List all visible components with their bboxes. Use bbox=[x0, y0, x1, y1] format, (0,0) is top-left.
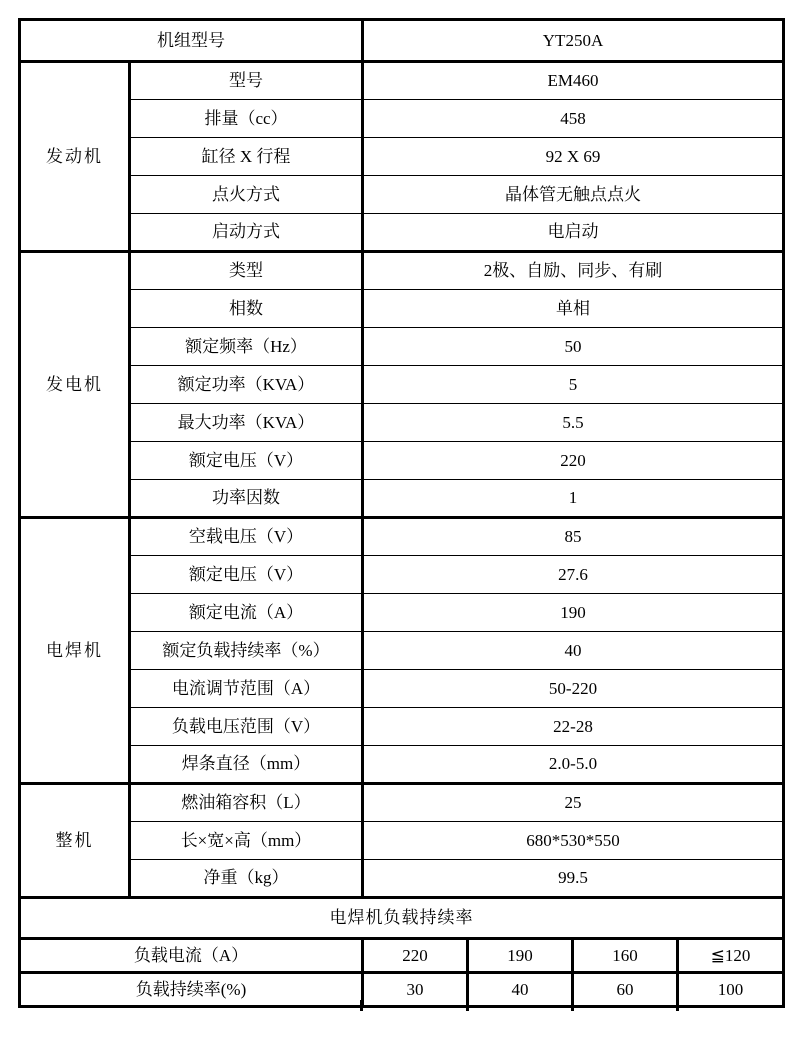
spec-label: 负载电压范围（V） bbox=[130, 708, 363, 746]
category-cell-generator: 发电机 bbox=[20, 252, 130, 518]
spec-value: 220 bbox=[363, 442, 784, 480]
spec-label: 启动方式 bbox=[130, 214, 363, 252]
category-cell-engine: 发动机 bbox=[20, 62, 130, 252]
spec-label: 额定频率（Hz） bbox=[130, 328, 363, 366]
spec-value: 1 bbox=[363, 480, 784, 518]
spec-value: 5.5 bbox=[363, 404, 784, 442]
category-cell-welder: 电焊机 bbox=[20, 518, 130, 784]
duty-label: 负载持续率(%) bbox=[20, 973, 363, 1007]
category-cell-overall: 整机 bbox=[20, 784, 130, 898]
duty-value: 190 bbox=[468, 939, 573, 973]
spec-label: 排量（cc） bbox=[130, 100, 363, 138]
spec-value: 5 bbox=[363, 366, 784, 404]
spec-value: 50 bbox=[363, 328, 784, 366]
spec-label: 额定电流（A） bbox=[130, 594, 363, 632]
spec-value: 22-28 bbox=[363, 708, 784, 746]
scan-artifact-stub bbox=[571, 1000, 574, 1011]
scan-artifact-stub bbox=[676, 1000, 679, 1011]
scan-artifact-stub bbox=[466, 1000, 469, 1011]
duty-value: ≦120 bbox=[678, 939, 784, 973]
spec-value: 2.0-5.0 bbox=[363, 746, 784, 784]
spec-value: 92 X 69 bbox=[363, 138, 784, 176]
spec-label: 额定电压（V） bbox=[130, 442, 363, 480]
spec-label: 燃油箱容积（L） bbox=[130, 784, 363, 822]
spec-label: 额定电压（V） bbox=[130, 556, 363, 594]
spec-value: 680*530*550 bbox=[363, 822, 784, 860]
spec-value: EM460 bbox=[363, 62, 784, 100]
spec-value: 电启动 bbox=[363, 214, 784, 252]
spec-value: 27.6 bbox=[363, 556, 784, 594]
spec-label: 长×宽×高（mm） bbox=[130, 822, 363, 860]
scan-artifact-stub bbox=[360, 1000, 363, 1011]
duty-label: 负载电流（A） bbox=[20, 939, 363, 973]
spec-label: 点火方式 bbox=[130, 176, 363, 214]
spec-value: 190 bbox=[363, 594, 784, 632]
spec-table bbox=[18, 18, 785, 1008]
spec-label: 额定负载持续率（%） bbox=[130, 632, 363, 670]
duty-value: 160 bbox=[573, 939, 678, 973]
spec-value: 458 bbox=[363, 100, 784, 138]
spec-value: 50-220 bbox=[363, 670, 784, 708]
spec-value: 2极、自励、同步、有刷 bbox=[363, 252, 784, 290]
spec-label: 电流调节范围（A） bbox=[130, 670, 363, 708]
duty-value: 40 bbox=[468, 973, 573, 1007]
spec-value: 25 bbox=[363, 784, 784, 822]
spec-label: 功率因数 bbox=[130, 480, 363, 518]
spec-value: 40 bbox=[363, 632, 784, 670]
duty-value: 100 bbox=[678, 973, 784, 1007]
spec-label: 净重（kg） bbox=[130, 860, 363, 898]
spec-value: 85 bbox=[363, 518, 784, 556]
duty-value: 220 bbox=[363, 939, 468, 973]
spec-label: 额定功率（KVA） bbox=[130, 366, 363, 404]
spec-value: 晶体管无触点点火 bbox=[363, 176, 784, 214]
spec-value: 单相 bbox=[363, 290, 784, 328]
spec-label: 焊条直径（mm） bbox=[130, 746, 363, 784]
duty-value: 30 bbox=[363, 973, 468, 1007]
duty-cycle-title: 电焊机负载持续率 bbox=[20, 898, 784, 939]
unit-model-label: 机组型号 bbox=[20, 20, 363, 62]
duty-value: 60 bbox=[573, 973, 678, 1007]
unit-model-value: YT250A bbox=[363, 20, 784, 62]
spec-label: 型号 bbox=[130, 62, 363, 100]
spec-label: 相数 bbox=[130, 290, 363, 328]
spec-label: 最大功率（KVA） bbox=[130, 404, 363, 442]
spec-label: 缸径 X 行程 bbox=[130, 138, 363, 176]
spec-value: 99.5 bbox=[363, 860, 784, 898]
spec-label: 空载电压（V） bbox=[130, 518, 363, 556]
spec-label: 类型 bbox=[130, 252, 363, 290]
